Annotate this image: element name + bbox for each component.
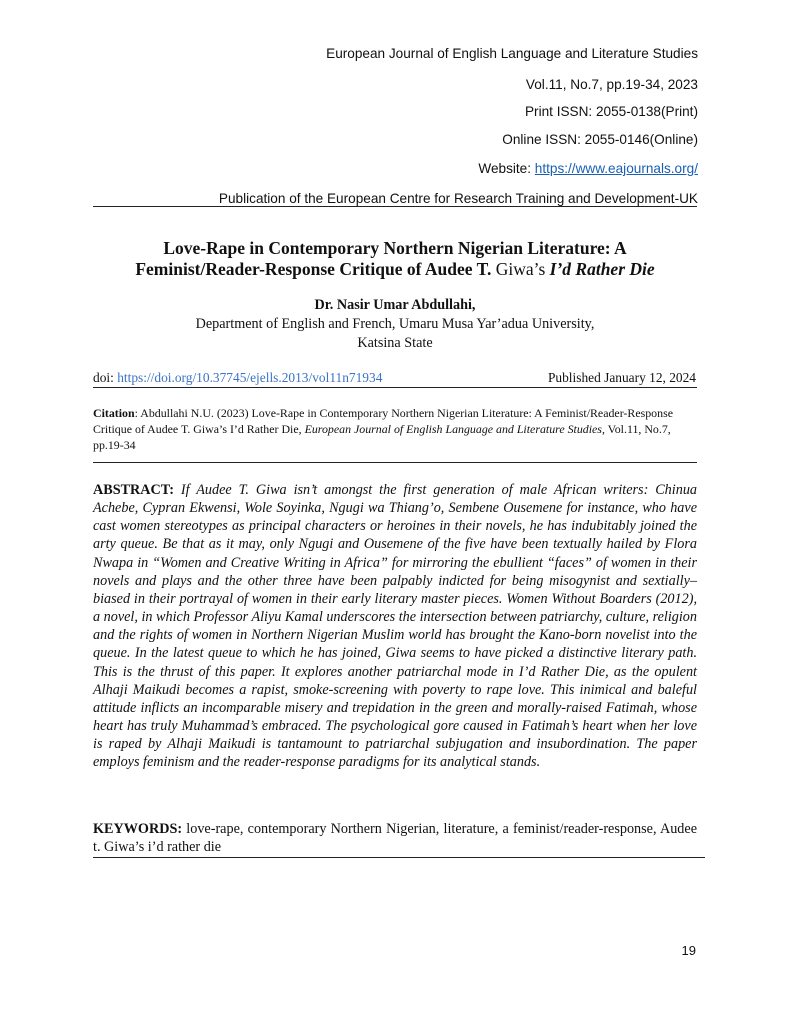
keywords <box>93 820 697 857</box>
citation-rule <box>93 462 697 463</box>
website-label: Website: <box>478 161 535 176</box>
author-affiliation-line1: Department of English and French, Umaru Musa Yar’adua University, <box>195 316 595 332</box>
author-name: Dr. Nasir Umar Abdullahi, <box>314 297 476 313</box>
citation <box>93 405 697 453</box>
page-number: 19 <box>681 943 696 958</box>
title-bold-part: Feminist/Reader-Response Critique of Audee T. <box>135 259 492 279</box>
volume-info: Vol.11, No.7, pp.19-34, 2023 <box>525 77 698 92</box>
doi-rule <box>93 387 697 388</box>
abstract-label: ABSTRACT: <box>93 482 181 498</box>
website-link[interactable]: https://www.eajournals.org/ <box>534 161 698 176</box>
citation-journal: European Journal of English Language and Literature Studies <box>304 422 602 436</box>
abstract <box>93 481 697 772</box>
header-rule <box>93 206 697 207</box>
doi-label: doi: <box>93 370 118 385</box>
paper-title-line2 <box>95 259 695 280</box>
title-italic-part: I’d Rather Die <box>549 259 655 279</box>
keywords-text: love-rape, contemporary Northern Nigerian, literature, a feminist/reader-response, Audee t. Giwa’s i’d rather die <box>93 821 697 856</box>
citation-tail: , Vol.11, No.7, pp.19-34 <box>93 422 671 452</box>
keywords-rule <box>93 857 705 858</box>
citation-label: Citation <box>93 406 135 420</box>
title-plain-part: Giwa’s <box>491 259 550 279</box>
doi-line <box>93 370 382 386</box>
journal-name: European Journal of English Language and Literature Studies <box>326 46 698 61</box>
website-line <box>478 161 698 176</box>
abstract-text: If Audee T. Giwa isn’t amongst the first generation of male African writers: Chinua Achebe, Cypran Ekwensi, Wole Soyinka, Ngugi wa Thiang’o, Sembene Ousemene for instance, who have cast women stereotypes as principal characters or heroines in their novels, he has indubitably joined the arty queue. Be that as it may, only Ngugi and Ousemene of the five have been textually hailed by Flora Nwapa in “Women and Creative Writing in Africa” for mirroring the ebullient “faces” of women in their novels and plays and the other three have been palpably indicted for being misogynist and sextially–biased in their portrayal of women in their early literary master pieces. Women Without Boarders (2012), a novel, in which Professor Aliyu Kamal underscores the intersection between patriarchy, culture, religion and the rights of women in Northern Nigerian Muslim world has brought the Kano-born novelist into the queue. In the latest queue to which he has joined, Giwa seems to have picked a distinctive literary path. This is the thrust of this paper. It explores another patriarchal mode in I’d Rather Die, as the opulent Alhaji Maikudi becomes a rapist, smoke-screening with poverty to rape love. This inimical and baleful attitude inflicts an incomparable misery and trepidation in the green and morally-raised Fatimah, whose heart has truly Muhammad’s embraced. The psychological gore caused in Fatimah’s heart when her love is raped by Alhaji Maikudi is tantamount to patriarchal subjugation and insubordination. The paper employs feminism and the reader-response paradigms for its analytical stands. <box>93 482 698 771</box>
publisher-line: Publication of the European Centre for Research Training and Development-UK <box>218 191 698 206</box>
print-issn: Print ISSN: 2055-0138(Print) <box>524 104 698 119</box>
online-issn: Online ISSN: 2055-0146(Online) <box>502 132 698 147</box>
published-date: Published January 12, 2024 <box>547 370 696 385</box>
keywords-label: KEYWORDS: <box>93 821 183 837</box>
doi-link[interactable]: https://doi.org/10.37745/ejells.2013/vol11n71934 <box>117 370 383 385</box>
citation-text: : Abdullahi N.U. (2023) Love-Rape in Contemporary Northern Nigerian Literature: A Feminist/Reader-Response Critique of Audee T. Giwa’s I’d Rather Die, <box>93 406 673 436</box>
author-affiliation-line2: Katsina State <box>357 335 433 351</box>
paper-title-line1: Love-Rape in Contemporary Northern Nigerian Literature: A <box>163 238 627 258</box>
